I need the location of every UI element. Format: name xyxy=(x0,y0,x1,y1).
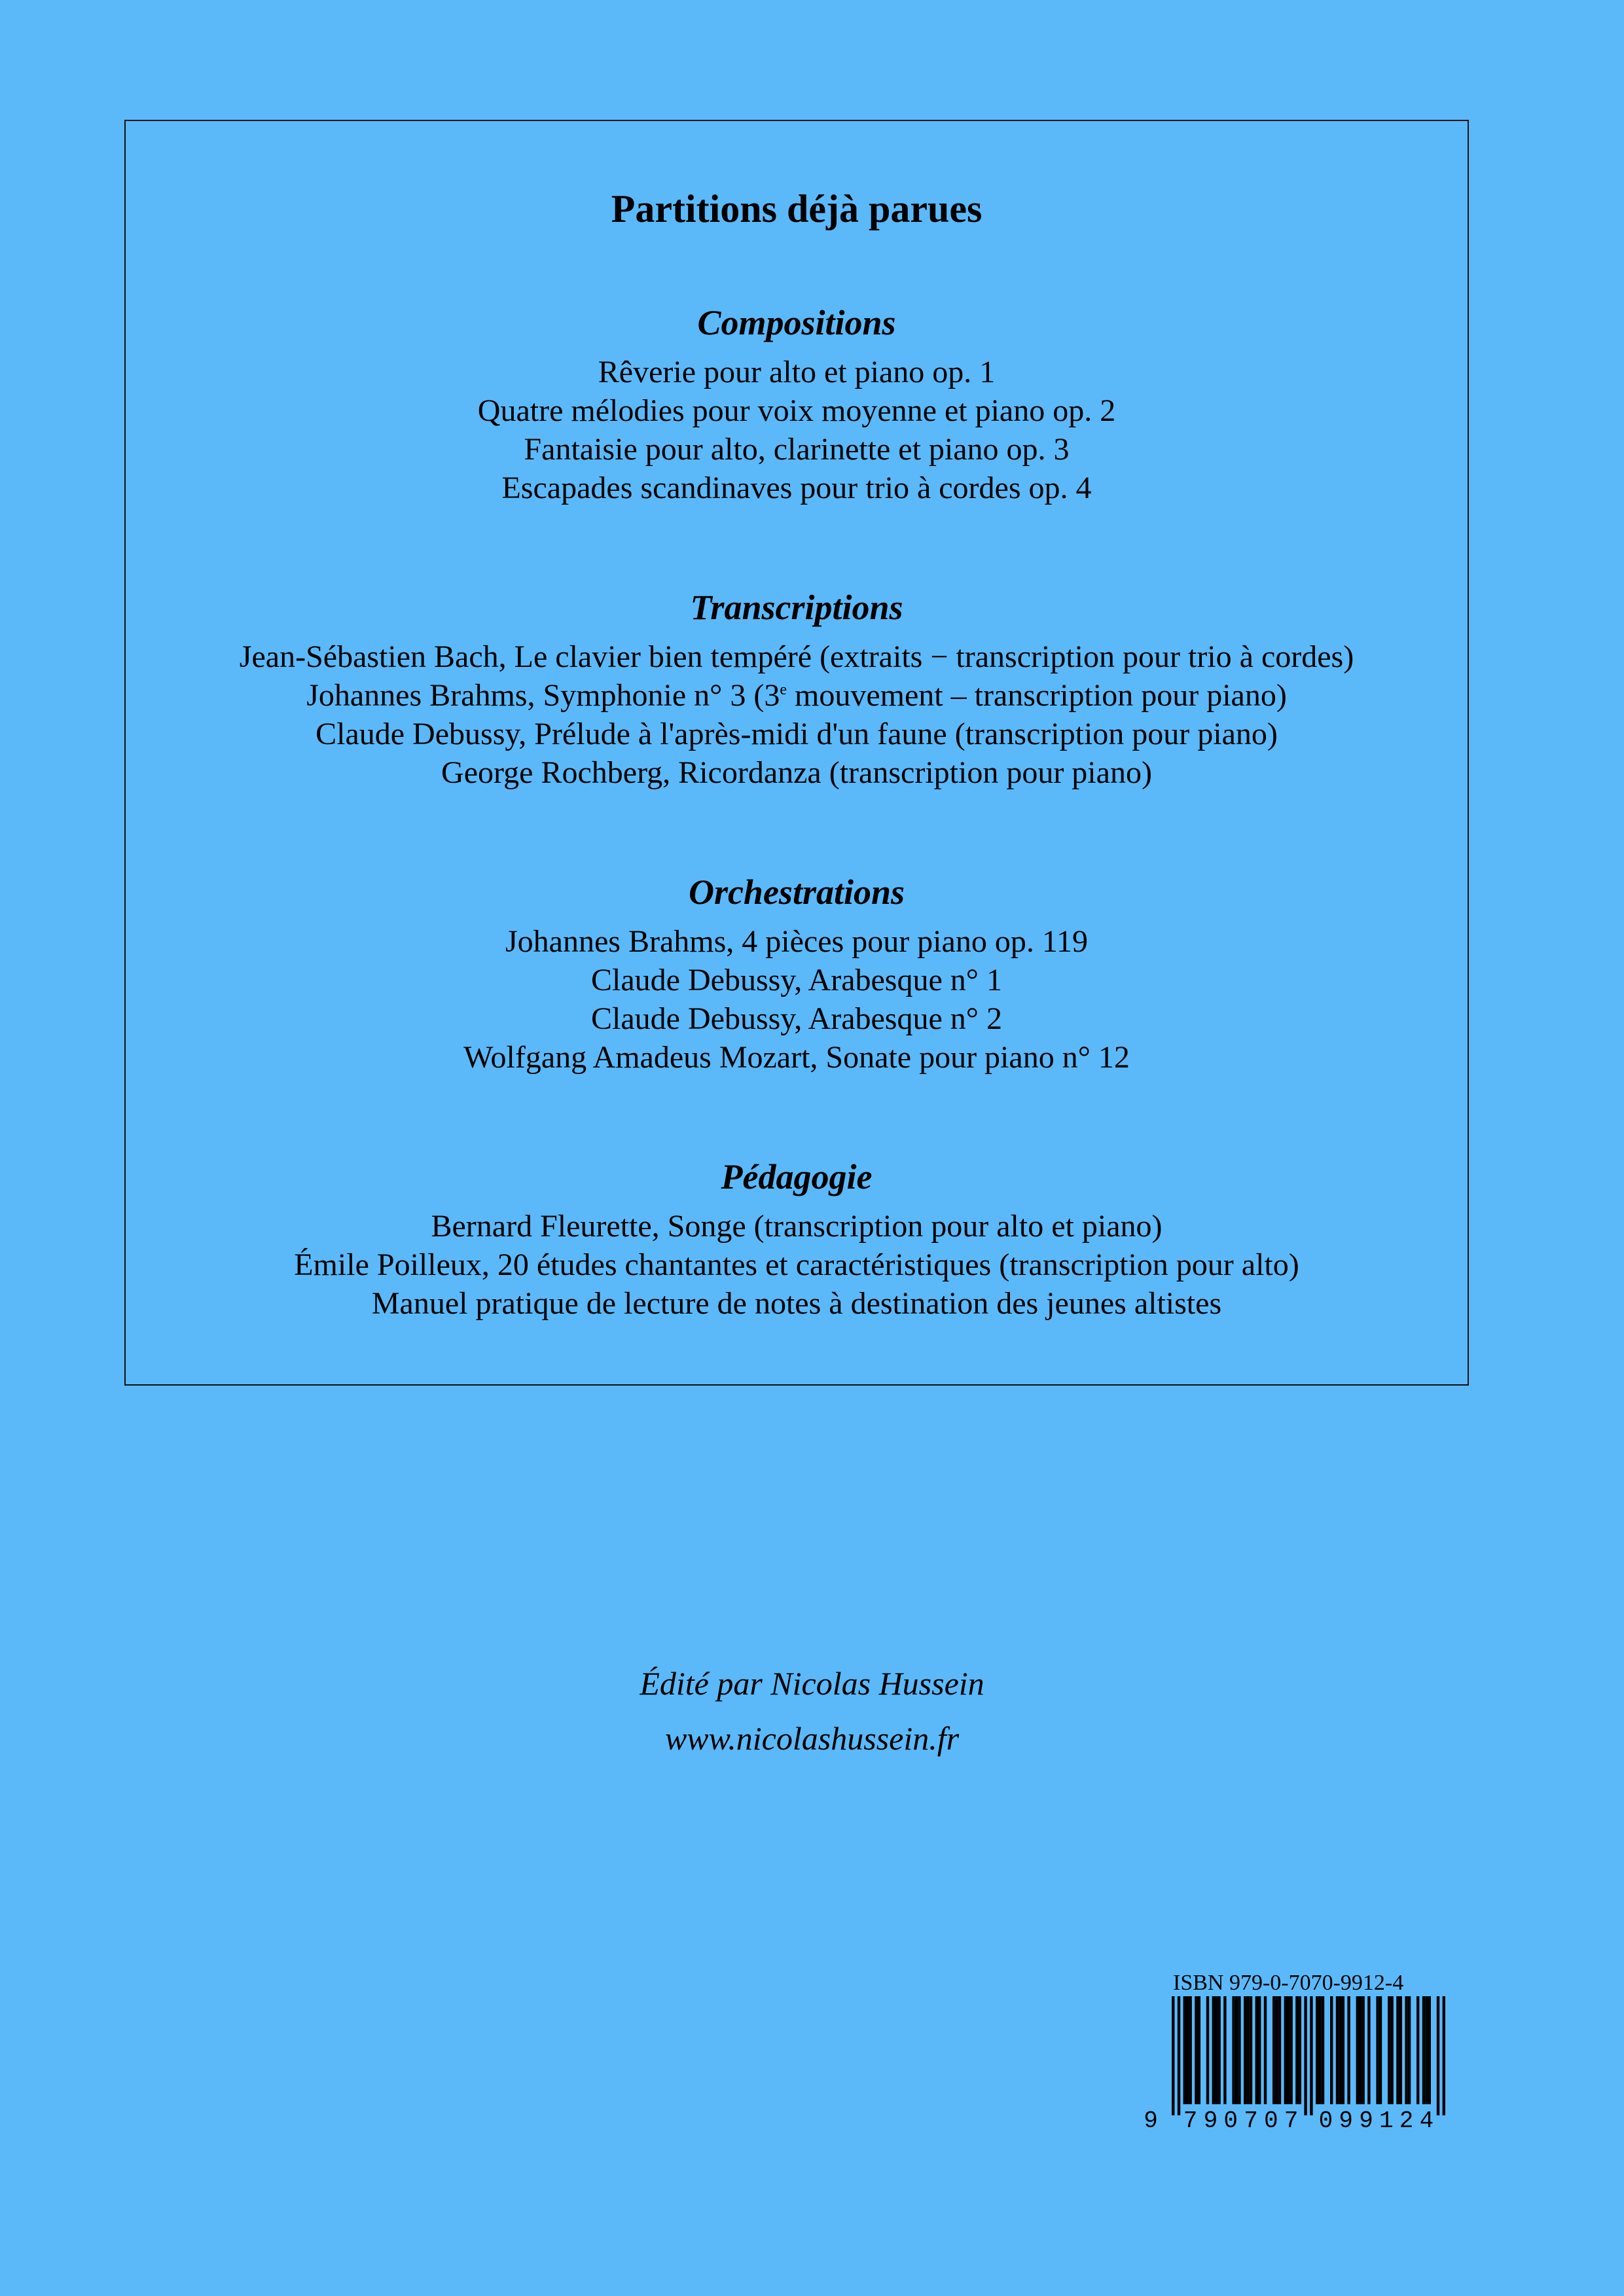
barcode-bar xyxy=(1356,1996,1359,2104)
barcode-bar xyxy=(1246,1996,1249,2104)
barcode-bar xyxy=(1443,1996,1445,2115)
barcode-bar xyxy=(1218,1996,1220,2104)
barcode-bar xyxy=(1232,1996,1235,2104)
barcode-bar xyxy=(1195,1996,1197,2104)
barcode-bar xyxy=(1390,1996,1393,2104)
barcode-bar xyxy=(1186,1996,1189,2104)
list-item: Jean-Sébastien Bach, Le clavier bien tempéré (extraits − transcription pour trio à cordes) xyxy=(239,639,1354,674)
barcode-bar xyxy=(1206,1996,1209,2104)
barcode-bar xyxy=(1255,1996,1258,2104)
list-item: Bernard Fleurette, Songe (transcription pour alto et piano) xyxy=(431,1209,1163,1244)
barcode-bar xyxy=(1336,1996,1339,2104)
barcode-bar xyxy=(1275,1996,1278,2104)
editor-website: www.nicolashussein.fr xyxy=(664,1720,960,1757)
barcode-bar xyxy=(1272,1996,1275,2104)
section-heading: Transcriptions xyxy=(690,588,903,627)
barcode-bar xyxy=(1244,1996,1246,2104)
barcode-bar xyxy=(1347,1996,1350,2104)
barcode-block xyxy=(1139,1970,1453,2134)
barcode-digit: 2 xyxy=(1399,2108,1414,2134)
section-list xyxy=(126,1207,1468,1323)
barcode-bar xyxy=(1304,1996,1307,2115)
barcode-digit: 9 xyxy=(1339,2108,1354,2134)
barcode-digit: 9 xyxy=(1359,2108,1373,2134)
barcode-bar xyxy=(1278,1996,1281,2104)
barcode-bar xyxy=(1238,1996,1240,2104)
section-list xyxy=(126,922,1468,1077)
barcode-bar xyxy=(1362,1996,1364,2104)
barcode-digit: 4 xyxy=(1419,2108,1434,2134)
editor-block xyxy=(0,1656,1624,1766)
barcode-digit: 7 xyxy=(1244,2108,1258,2134)
barcode-bar xyxy=(1376,1996,1379,2104)
list-item: George Rochberg, Ricordanza (transcription pour piano) xyxy=(441,755,1152,790)
section-heading: Compositions xyxy=(697,303,896,342)
barcode-icon xyxy=(1139,1996,1453,2134)
barcode-bar xyxy=(1223,1996,1226,2104)
list-item: Quatre mélodies pour voix moyenne et piano op. 2 xyxy=(477,393,1116,428)
barcode-bar xyxy=(1235,1996,1238,2104)
section-compositions xyxy=(126,296,1468,507)
barcode-digit: 7 xyxy=(1284,2108,1299,2134)
barcode-digit: 9 xyxy=(1203,2108,1218,2134)
section-transcriptions xyxy=(126,581,1468,792)
barcode-bar xyxy=(1316,1996,1318,2104)
barcode-bar xyxy=(1408,1996,1411,2104)
barcode-bar xyxy=(1264,1996,1267,2104)
barcode-digit: 0 xyxy=(1223,2108,1238,2134)
barcode-bar xyxy=(1250,1996,1252,2104)
barcode-bar xyxy=(1290,1996,1292,2104)
list-item: Claude Debussy, Arabesque n° 1 xyxy=(591,963,1002,997)
barcode-bar xyxy=(1359,1996,1362,2104)
barcode-bar xyxy=(1416,1996,1419,2104)
barcode-bar xyxy=(1318,1996,1321,2104)
barcode-digit: 1 xyxy=(1379,2108,1394,2134)
barcode-bar xyxy=(1215,1996,1218,2104)
list-item: Johannes Brahms, 4 pièces pour piano op. 119 xyxy=(505,924,1089,959)
section-list xyxy=(126,353,1468,507)
list-item: Fantaisie pour alto, clarinette et piano op. 3 xyxy=(524,432,1070,467)
list-item: Wolfgang Amadeus Mozart, Sonate pour piano n° 12 xyxy=(463,1040,1130,1075)
barcode-bar xyxy=(1212,1996,1215,2104)
barcode-bar xyxy=(1198,1996,1200,2104)
barcode-bar xyxy=(1425,1996,1428,2104)
barcode-bar xyxy=(1428,1996,1431,2104)
barcode-bar xyxy=(1183,1996,1186,2104)
section-list xyxy=(126,637,1468,792)
list-item: Claude Debussy, Arabesque n° 2 xyxy=(591,1001,1002,1036)
catalog-box xyxy=(124,120,1469,1386)
barcode-bar xyxy=(1367,1996,1370,2104)
barcode-bar xyxy=(1437,1996,1439,2115)
list-item: Émile Poilleux, 20 études chantantes et caractéristiques (transcription pour alto) xyxy=(294,1247,1299,1282)
barcode-bar xyxy=(1295,1996,1298,2104)
barcode-bar xyxy=(1178,1996,1180,2115)
barcode-bar xyxy=(1258,1996,1261,2104)
isbn-label: ISBN 979-0-7070-9912-4 xyxy=(1173,1971,1404,1995)
section-heading: Pédagogie xyxy=(721,1157,873,1196)
barcode-digit: 0 xyxy=(1318,2108,1333,2134)
list-item: Claude Debussy, Prélude à l'après-midi d'un faune (transcription pour piano) xyxy=(316,717,1278,751)
barcode-bar xyxy=(1339,1996,1341,2104)
barcode-bar xyxy=(1396,1996,1399,2104)
barcode-bar xyxy=(1379,1996,1382,2104)
barcode-bar xyxy=(1342,1996,1344,2104)
catalog-title: Partitions déjà parues xyxy=(611,187,983,230)
barcode-bar xyxy=(1405,1996,1407,2104)
barcode-bar xyxy=(1172,1996,1174,2115)
editor-line: Édité par Nicolas Hussein xyxy=(640,1665,984,1702)
section-orchestrations xyxy=(126,866,1468,1077)
barcode-digit: 7 xyxy=(1183,2108,1198,2134)
barcode-digit: 0 xyxy=(1263,2108,1278,2134)
barcode-bar xyxy=(1322,1996,1324,2104)
barcode-bar xyxy=(1299,1996,1301,2104)
barcode-bar xyxy=(1284,1996,1287,2104)
section-pedagogie xyxy=(126,1151,1468,1323)
section-heading: Orchestrations xyxy=(688,872,905,912)
list-item: Manuel pratique de lecture de notes à destination des jeunes altistes xyxy=(371,1286,1222,1321)
barcode-digit: 9 xyxy=(1144,2108,1158,2134)
barcode-bar xyxy=(1399,1996,1402,2104)
barcode-bar xyxy=(1189,1996,1191,2104)
barcode-bar xyxy=(1310,1996,1312,2115)
barcode-bar xyxy=(1330,1996,1333,2104)
barcode-bar xyxy=(1287,1996,1290,2104)
list-item: Escapades scandinaves pour trio à cordes op. 4 xyxy=(501,471,1092,505)
barcode-bar xyxy=(1422,1996,1425,2104)
barcode-bar xyxy=(1388,1996,1390,2104)
list-item: Johannes Brahms, Symphonie n° 3 (3e mouvement – transcription pour piano) xyxy=(306,678,1287,713)
list-item: Rêverie pour alto et piano op. 1 xyxy=(598,355,996,389)
